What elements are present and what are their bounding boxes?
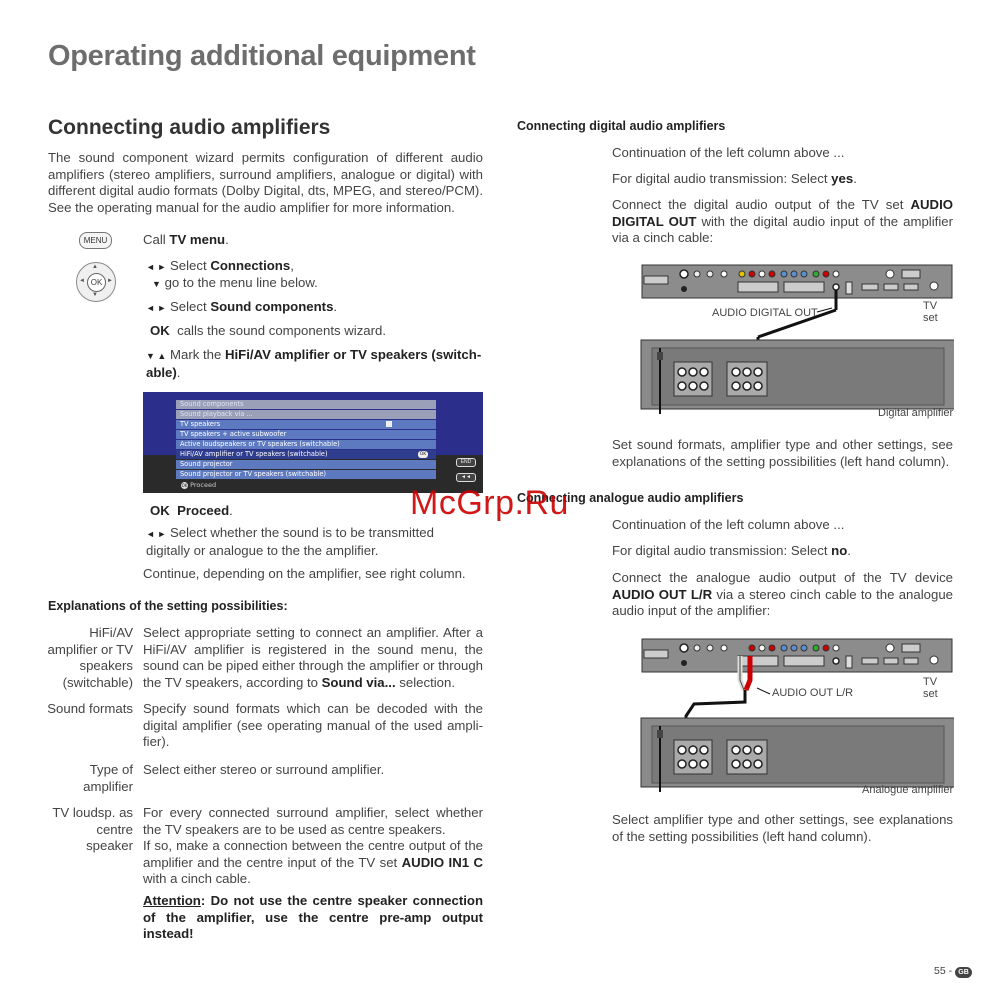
ok-key-icon: OK xyxy=(87,273,106,292)
section-title: Connecting audio amplifiers xyxy=(48,116,331,139)
menu-row-selected: HiFi/AV amplifier or TV speakers (switchable) OK xyxy=(176,450,436,459)
menu-row: Sound projector xyxy=(176,460,436,469)
menu-row: TV speakers + active subwoofer xyxy=(176,430,436,439)
explanations-title: Explanations of the setting possibilities: xyxy=(48,599,288,613)
analogue-connection-diagram xyxy=(612,636,954,802)
menu-row: Sound playback via ... xyxy=(176,410,436,419)
language-badge: GB xyxy=(955,967,972,978)
watermark: McGrp.Ru xyxy=(410,484,569,522)
term-label: Type of amplifier xyxy=(83,762,133,794)
analogue-section-title: Connecting analogue audio amplifiers xyxy=(517,491,744,505)
down-up-arrows-icon: ▼ ▲ xyxy=(146,351,167,361)
end-button-icon: END xyxy=(456,458,476,467)
page-number: 55 - GB xyxy=(934,965,972,978)
menu-row: Sound projector or TV speakers (switchable) xyxy=(176,470,436,479)
digital-section-title: Connecting digital audio amplifiers xyxy=(517,119,726,133)
sound-components-menu-screenshot xyxy=(143,392,483,493)
term-label: HiFi/AV amplifier or TV speakers (switchable) xyxy=(47,625,133,690)
term-description: For every connected surround amplifier, select whether the TV speakers are to be used as centre speakers. If so, make a connection between the centre output of the amplifier and the centre input of the TV set AUDIO IN1 C with a cinch cable. xyxy=(143,805,483,887)
left-right-arrows-icon: ◄ ► xyxy=(146,529,167,539)
analogue-after: Select amplifier type and other settings, see explanations of the setting possibilities (left hand column). xyxy=(612,812,953,844)
menu-row: Active loudspeakers or TV speakers (switchable) xyxy=(176,440,436,449)
menu-row: TV speakers xyxy=(176,420,436,429)
tv-set-label: TV set xyxy=(923,300,938,324)
term-label: TV loudsp. as centre speaker xyxy=(52,805,133,854)
term-description: Select appropriate setting to connect an amplifier. After a HiFi/AV amplifier is registered in the sound menu, the sound can be piped either through the amplifier or through the TV speakers, according to Sound via... selection. xyxy=(143,625,483,690)
menu-button-icon: MENU xyxy=(79,232,112,249)
step-continue: Continue, depending on the amplifier, see right column. xyxy=(143,566,466,581)
tv-set-label: TV set xyxy=(923,676,938,700)
term-label: Sound formats xyxy=(47,701,133,716)
intro-paragraph: The sound component wizard permits configuration of different audio amplifiers (stereo amplifiers, surround amplifiers, analogue or digital) with different digital audio formats (Dolby Digital, dts, MPEG, and stereo/PCM). See the operating manual for the audio amplifier for more information. xyxy=(48,150,483,215)
navigation-pad-icon: OK ▲ ▼ ◄ ► xyxy=(76,262,116,302)
menu-row: Sound components xyxy=(176,400,436,409)
attention-note: Attention: Do not use the centre speaker connection of the amplifier, use the centre pre-amp output instead! xyxy=(143,893,483,942)
digital-diagram-svg xyxy=(612,262,954,422)
digital-connect: Connect the digital audio output of the TV set AUDIO DIGITAL OUT with the digital audio input of the amplifier via a cinch cable: xyxy=(612,197,953,246)
left-right-arrows-icon: ◄ ► xyxy=(146,303,167,313)
step-call-menu: Call TV menu. xyxy=(143,232,229,247)
left-right-arrows-icon: ◄ ► xyxy=(146,262,167,272)
analogue-amplifier-label: Analogue amplifier xyxy=(862,784,954,796)
digital-continuation: Continuation of the left column above ... xyxy=(612,145,845,160)
menu-proceed: OK Proceed xyxy=(181,481,217,489)
step-ok-wizard: OK calls the sound components wizard. xyxy=(150,323,387,338)
term-description: Specify sound formats which can be decoded with the digital amplifier (see operating manual of the used ampli-fier). xyxy=(143,701,483,750)
audio-digital-out-label: AUDIO DIGITAL OUT xyxy=(712,307,818,319)
step-select-sound-components: ◄ ► Select Sound components. xyxy=(146,299,338,314)
step-ok-proceed: OK Proceed. xyxy=(150,503,233,518)
step-select-transmission: ◄ ► Select whether the sound is to be transmitted digitally or analogue to the the amplifier. xyxy=(146,525,434,558)
digital-after: Set sound formats, amplifier type and other settings, see explanations of the setting possibilities (left hand column). xyxy=(612,437,953,469)
analogue-continuation: Continuation of the left column above ... xyxy=(612,517,845,532)
step-select-connections: ◄ ► Select Connections, xyxy=(146,258,294,273)
audio-out-lr-label: AUDIO OUT L/R xyxy=(772,687,854,699)
term-description: Select either stereo or surround amplifier. xyxy=(143,762,385,777)
back-button-icon: ◄◄ xyxy=(456,473,476,482)
step-go-down: ▼ go to the menu line below. xyxy=(152,275,318,290)
analogue-connect: Connect the analogue audio output of the TV device AUDIO OUT L/R via a stereo cinch cable to the analogue audio input of the amplifier: xyxy=(612,570,953,619)
digital-connection-diagram xyxy=(612,262,954,422)
page-title: Operating additional equipment xyxy=(48,40,476,72)
analogue-select: For digital audio transmission: Select no. xyxy=(612,543,851,558)
analogue-diagram-svg xyxy=(612,636,954,802)
digital-amplifier-label: Digital amplifier xyxy=(878,407,954,419)
step-mark-option: ▼ ▲ Mark the HiFi/AV amplifier or TV speakers (switch-able). xyxy=(146,347,482,380)
digital-select: For digital audio transmission: Select yes. xyxy=(612,171,857,186)
down-arrow-icon: ▼ xyxy=(152,279,161,289)
